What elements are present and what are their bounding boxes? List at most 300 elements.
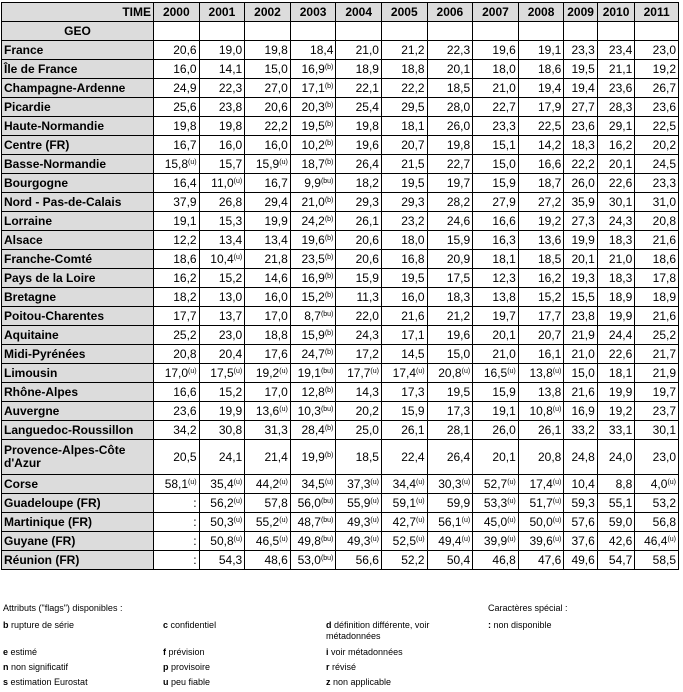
value-cell <box>473 345 519 364</box>
flag-text: (u) <box>416 498 425 505</box>
value-text: 16,0 <box>218 138 243 152</box>
value-cell <box>290 513 336 532</box>
value-text: 18,6 <box>652 252 676 266</box>
value-cell <box>290 551 336 570</box>
value-cell <box>154 155 200 174</box>
value-text: 18,5 <box>446 81 471 95</box>
value-cell <box>518 402 564 421</box>
value-text: 18,3 <box>608 271 633 285</box>
value-text: 17,5 <box>210 366 234 380</box>
value-cell <box>564 513 597 532</box>
value-text: 18,1 <box>608 366 633 380</box>
value-cell <box>245 421 291 440</box>
value-text: : <box>193 553 197 567</box>
flag-text: (u) <box>416 517 425 524</box>
value-text: 20,8 <box>652 214 676 228</box>
value-text: 19,8 <box>173 119 197 133</box>
value-cell <box>290 421 336 440</box>
value-cell <box>245 383 291 402</box>
flag-text: (u) <box>324 479 334 486</box>
value-text: 20,8 <box>438 366 462 380</box>
geo-cell: Limousin <box>2 364 154 383</box>
special-legend-item <box>488 620 552 630</box>
value-cell <box>564 532 597 551</box>
value-text: 25,2 <box>652 328 676 342</box>
flag-text: (bu) <box>320 498 334 505</box>
value-cell <box>635 250 679 269</box>
blank-cell <box>154 22 200 41</box>
value-text: 19,5 <box>401 271 425 285</box>
value-cell <box>427 174 473 193</box>
geo-cell: Franche-Comté <box>2 250 154 269</box>
value-text: 20,7 <box>401 138 425 152</box>
geo-cell: Languedoc-Roussillon <box>2 421 154 440</box>
value-text: 19,6 <box>446 328 471 342</box>
value-text: 24,5 <box>652 157 676 171</box>
value-text: : <box>193 534 197 548</box>
value-text: 19,5 <box>571 62 595 76</box>
value-text: 19,9 <box>264 214 288 228</box>
value-cell <box>597 155 634 174</box>
flag-text: (bu) <box>320 517 334 524</box>
value-cell <box>381 532 427 551</box>
value-text: 14,3 <box>355 385 379 399</box>
value-cell <box>290 383 336 402</box>
value-cell <box>564 231 597 250</box>
value-cell <box>564 250 597 269</box>
flag-text: (u) <box>552 368 562 375</box>
legend-text: métadonnées <box>326 631 381 641</box>
flag-text: (b) <box>324 216 334 223</box>
value-text: 27,3 <box>571 214 595 228</box>
value-text: 53,0 <box>297 553 321 567</box>
value-text: 16,9 <box>301 271 325 285</box>
value-cell <box>290 475 336 494</box>
value-cell <box>518 345 564 364</box>
geo-cell: Guyane (FR) <box>2 532 154 551</box>
value-cell <box>518 307 564 326</box>
value-cell <box>336 440 382 475</box>
value-cell <box>427 345 473 364</box>
value-cell <box>336 364 382 383</box>
value-text: 23,4 <box>608 43 633 57</box>
legend-code: u <box>163 677 169 687</box>
value-cell <box>635 383 679 402</box>
value-cell <box>518 193 564 212</box>
legend-item <box>3 620 74 630</box>
value-text: 13,7 <box>218 309 243 323</box>
value-text: 19,5 <box>401 176 425 190</box>
value-cell <box>245 136 291 155</box>
geo-cell: Réunion (FR) <box>2 551 154 570</box>
value-text: 29,3 <box>401 195 425 209</box>
value-cell <box>199 269 245 288</box>
legend-item <box>326 647 403 657</box>
value-text: 18,9 <box>608 290 633 304</box>
value-cell <box>518 513 564 532</box>
flag-text: (u) <box>233 498 243 505</box>
value-cell <box>564 475 597 494</box>
legend-text: voir métadonnées <box>331 647 403 657</box>
value-text: 28,1 <box>446 423 471 437</box>
legend-code: e <box>3 647 9 657</box>
value-cell <box>473 307 519 326</box>
value-cell <box>635 288 679 307</box>
legend-text: estimé <box>10 647 38 657</box>
value-text: 52,7 <box>483 477 508 491</box>
value-cell <box>199 402 245 421</box>
value-cell <box>564 269 597 288</box>
value-cell <box>518 212 564 231</box>
value-text: 39,6 <box>529 534 553 548</box>
flag-text: (u) <box>370 536 379 543</box>
value-text: 23,0 <box>652 43 676 57</box>
value-cell <box>597 364 634 383</box>
value-cell <box>427 117 473 136</box>
value-text: 19,7 <box>492 309 516 323</box>
value-cell <box>564 117 597 136</box>
value-text: 17,9 <box>538 100 562 114</box>
blank-cell <box>290 22 336 41</box>
flag-text: (u) <box>461 517 471 524</box>
value-cell <box>199 440 245 475</box>
value-cell <box>199 117 245 136</box>
value-text: 17,7 <box>173 309 197 323</box>
value-cell <box>427 98 473 117</box>
value-cell <box>427 475 473 494</box>
value-cell <box>597 60 634 79</box>
value-cell <box>597 402 634 421</box>
value-text: 25,0 <box>355 423 379 437</box>
value-cell <box>245 41 291 60</box>
legend-code: f <box>163 647 166 657</box>
value-text: 19,8 <box>218 119 243 133</box>
legend-item <box>163 662 210 672</box>
value-cell <box>635 532 679 551</box>
value-text: 18,6 <box>538 62 562 76</box>
value-cell <box>381 383 427 402</box>
value-cell <box>290 136 336 155</box>
value-cell <box>427 231 473 250</box>
year-header: 2002 <box>245 3 291 22</box>
value-text: 47,6 <box>538 553 562 567</box>
value-text: 17,0 <box>264 309 288 323</box>
value-cell <box>635 551 679 570</box>
value-cell <box>290 307 336 326</box>
value-cell <box>154 193 200 212</box>
value-cell <box>518 231 564 250</box>
value-cell <box>427 212 473 231</box>
flag-text: (bu) <box>320 555 334 562</box>
value-text: 15,9 <box>301 328 325 342</box>
value-text: 16,0 <box>264 290 288 304</box>
value-cell <box>199 193 245 212</box>
value-text: 26,1 <box>401 423 425 437</box>
value-cell <box>427 532 473 551</box>
value-text: 15,9 <box>401 404 425 418</box>
flag-text: (u) <box>461 479 471 486</box>
table-row <box>2 136 679 155</box>
table-body <box>2 41 679 570</box>
time-label: TIME <box>2 3 154 22</box>
value-text: 10,2 <box>301 138 325 152</box>
value-cell <box>381 41 427 60</box>
legend-item <box>163 620 216 630</box>
value-text: 44,2 <box>255 477 280 491</box>
value-text: 49,6 <box>571 553 595 567</box>
flag-text: (b) <box>324 64 334 71</box>
value-cell <box>336 288 382 307</box>
value-text: 19,2 <box>255 366 280 380</box>
legend-code: : <box>488 620 491 630</box>
value-text: 26,0 <box>571 176 595 190</box>
value-text: 23,6 <box>608 81 633 95</box>
legend-item <box>3 662 68 672</box>
blank-cell <box>635 22 679 41</box>
value-text: 21,6 <box>401 309 425 323</box>
value-cell <box>518 155 564 174</box>
value-cell <box>635 212 679 231</box>
value-cell <box>518 136 564 155</box>
geo-cell: Martinique (FR) <box>2 513 154 532</box>
value-text: 13,8 <box>538 385 562 399</box>
value-text: 18,7 <box>538 176 562 190</box>
value-cell <box>564 41 597 60</box>
value-text: 59,9 <box>446 496 471 510</box>
table-row <box>2 551 679 570</box>
value-cell <box>290 60 336 79</box>
value-cell <box>473 174 519 193</box>
value-cell <box>154 383 200 402</box>
value-text: 22,0 <box>355 309 379 323</box>
value-text: 19,4 <box>538 81 562 95</box>
value-text: 17,5 <box>446 271 471 285</box>
blank-cell <box>199 22 245 41</box>
value-cell <box>473 364 519 383</box>
value-cell <box>518 364 564 383</box>
value-text: 25,2 <box>173 328 197 342</box>
value-cell <box>635 402 679 421</box>
value-cell <box>473 155 519 174</box>
value-cell <box>564 421 597 440</box>
value-cell <box>245 174 291 193</box>
value-cell <box>597 421 634 440</box>
value-cell <box>199 60 245 79</box>
value-text: 16,4 <box>173 176 197 190</box>
table-row <box>2 155 679 174</box>
value-text: 26,8 <box>218 195 243 209</box>
value-text: 15,5 <box>571 290 595 304</box>
legend-item <box>326 631 381 641</box>
value-text: 22,3 <box>446 43 471 57</box>
value-cell <box>597 383 634 402</box>
value-text: 23,0 <box>652 450 676 464</box>
value-cell <box>597 212 634 231</box>
value-cell <box>597 269 634 288</box>
value-text: 17,4 <box>529 477 553 491</box>
value-text: 21,0 <box>492 81 516 95</box>
value-cell <box>245 475 291 494</box>
year-header: 2008 <box>518 3 564 22</box>
legend-code: i <box>326 647 329 657</box>
value-text: 15,9 <box>492 176 516 190</box>
header-row <box>2 3 679 22</box>
table-row <box>2 364 679 383</box>
value-text: 58,5 <box>652 553 676 567</box>
value-text: 22,3 <box>218 81 243 95</box>
value-text: 22,7 <box>492 100 516 114</box>
flag-text: (u) <box>233 368 243 375</box>
value-cell <box>635 345 679 364</box>
value-text: 30,3 <box>438 477 462 491</box>
value-cell <box>427 326 473 345</box>
value-cell <box>245 212 291 231</box>
value-cell <box>290 364 336 383</box>
value-text: 17,1 <box>401 328 425 342</box>
value-text: 48,7 <box>297 515 321 529</box>
value-text: 51,7 <box>529 496 553 510</box>
value-cell <box>290 174 336 193</box>
value-cell <box>381 79 427 98</box>
value-cell <box>336 345 382 364</box>
value-cell <box>245 345 291 364</box>
value-text: 19,3 <box>571 271 595 285</box>
value-cell <box>290 269 336 288</box>
value-cell <box>336 117 382 136</box>
value-text: 21,6 <box>652 233 676 247</box>
value-cell <box>597 307 634 326</box>
value-text: 23,6 <box>652 100 676 114</box>
value-text: 20,9 <box>446 252 471 266</box>
value-cell <box>290 79 336 98</box>
value-text: 26,0 <box>446 119 471 133</box>
value-text: 21,9 <box>571 328 595 342</box>
flag-text: (u) <box>233 479 243 486</box>
flag-text: (bu) <box>320 178 334 185</box>
value-text: 46,8 <box>492 553 516 567</box>
flag-text: (u) <box>461 536 471 543</box>
flag-text: (u) <box>370 479 379 486</box>
value-text: 9,9 <box>304 176 321 190</box>
value-text: 19,1 <box>538 43 562 57</box>
value-cell <box>564 402 597 421</box>
value-cell <box>336 402 382 421</box>
value-text: 50,8 <box>210 534 234 548</box>
value-text: 14,1 <box>218 62 243 76</box>
year-header: 2010 <box>597 3 634 22</box>
value-cell <box>336 79 382 98</box>
value-cell <box>290 250 336 269</box>
value-text: 34,4 <box>392 477 417 491</box>
value-cell <box>635 60 679 79</box>
year-header: 2004 <box>336 3 382 22</box>
value-cell <box>245 79 291 98</box>
value-text: 15,9 <box>492 385 516 399</box>
value-cell <box>381 155 427 174</box>
value-text: 59,1 <box>392 496 417 510</box>
value-text: 23,8 <box>218 100 243 114</box>
value-text: 19,1 <box>297 366 321 380</box>
value-cell <box>245 98 291 117</box>
value-cell <box>635 79 679 98</box>
table-row <box>2 326 679 345</box>
value-cell <box>597 98 634 117</box>
value-cell <box>597 494 634 513</box>
value-cell <box>473 513 519 532</box>
value-text: 10,4 <box>571 477 595 491</box>
value-text: 19,6 <box>355 138 379 152</box>
value-cell <box>336 136 382 155</box>
value-text: 26,1 <box>355 214 379 228</box>
value-text: 16,7 <box>264 176 288 190</box>
value-text: 19,1 <box>492 404 516 418</box>
value-text: 16,8 <box>401 252 425 266</box>
blank-cell <box>245 22 291 41</box>
legend-code: b <box>3 620 9 630</box>
value-text: 23,7 <box>652 404 676 418</box>
value-cell <box>245 193 291 212</box>
flag-text: (bu) <box>320 311 334 318</box>
value-text: 20,6 <box>264 100 288 114</box>
value-cell <box>154 440 200 475</box>
value-text: 24,7 <box>301 347 325 361</box>
value-cell <box>381 421 427 440</box>
flag-text: (u) <box>279 406 288 413</box>
blank-cell <box>564 22 597 41</box>
legend-code: r <box>326 662 330 672</box>
year-header: 2000 <box>154 3 200 22</box>
value-cell <box>597 532 634 551</box>
value-text: 26,7 <box>652 81 676 95</box>
value-text: 16,2 <box>608 138 633 152</box>
value-text: 21,4 <box>264 450 288 464</box>
flag-text: (b) <box>324 159 334 166</box>
value-text: 19,7 <box>652 385 676 399</box>
value-cell <box>564 212 597 231</box>
value-cell <box>199 212 245 231</box>
value-text: 46,4 <box>644 534 668 548</box>
year-header: 2009 <box>564 3 597 22</box>
value-text: 22,2 <box>571 157 595 171</box>
value-cell <box>427 440 473 475</box>
value-cell <box>635 307 679 326</box>
legend-code: c <box>163 620 169 630</box>
value-text: 55,9 <box>347 496 371 510</box>
flag-text: (bu) <box>320 536 334 543</box>
flag-text: (b) <box>324 273 334 280</box>
flag-text: (b) <box>324 330 334 337</box>
value-cell <box>427 79 473 98</box>
value-cell <box>518 494 564 513</box>
value-cell <box>635 421 679 440</box>
value-text: 28,2 <box>446 195 471 209</box>
value-text: 14,6 <box>264 271 288 285</box>
value-cell <box>336 326 382 345</box>
value-text: 42,6 <box>608 534 633 548</box>
value-cell <box>635 440 679 475</box>
value-cell <box>154 79 200 98</box>
value-cell <box>154 98 200 117</box>
flag-text: (b) <box>324 452 334 459</box>
legend-code: d <box>326 620 332 630</box>
value-text: 28,0 <box>446 100 471 114</box>
value-text: 18,9 <box>355 62 379 76</box>
value-text: 24,3 <box>608 214 633 228</box>
value-text: 22,6 <box>608 347 633 361</box>
geo-header-row <box>2 22 679 41</box>
value-cell <box>245 60 291 79</box>
value-text: 17,7 <box>538 309 562 323</box>
